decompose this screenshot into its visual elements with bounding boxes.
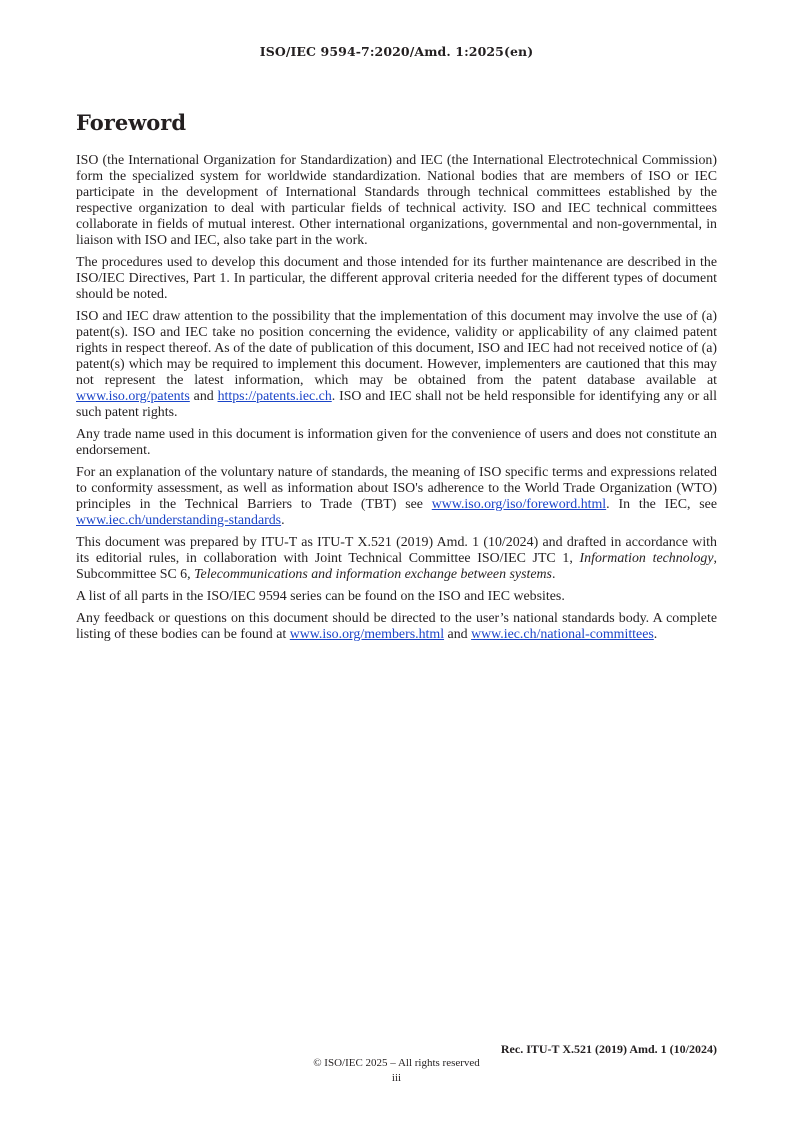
paragraph-procedures: The procedures used to develop this document and those intended for its further maintenance are described in the ISO/IEC Directives, Part 1. In particular, the different approval criteria needed for the different types of document should be noted. [76, 255, 717, 302]
iso-patents-link[interactable]: www.iso.org/patents [76, 389, 190, 404]
iso-members-link[interactable]: www.iso.org/members.html [289, 627, 445, 642]
paragraph-patents: ISO and IEC draw attention to the possibility that the implementation of this document may involve the use of (a) patent(s). ISO and IEC take no position concerning the evidence, validity or applicability of any claimed patent rights in respect thereof. As of the date of publication of this document, ISO and IEC had not received notice of (a) patent(s) which may be required to implement this document. However, implementers are cautioned that this may not represent the latest information, which may be obtained from the patent database available at www.iso.org/patents and https://patents.iec.ch. ISO and IEC shall not be held responsible for identifying any or all such patent rights. [76, 309, 717, 420]
paragraph-trade-names: Any trade name used in this document is information given for the convenience of users and does not constitute an endorsement. [76, 427, 717, 458]
foreword-body [76, 153, 717, 649]
page-number: iii [391, 1072, 402, 1084]
paragraph-feedback: Any feedback or questions on this document should be directed to the user’s national standards body. A complete listing of these bodies can be found at www.iso.org/members.html and www.iec.ch/national-committees. [76, 611, 717, 642]
document-header: ISO/IEC 9594-7:2020/Amd. 1:2025(en) [259, 44, 534, 59]
iso-foreword-link[interactable]: www.iso.org/iso/foreword.html [431, 497, 607, 512]
paragraph-organizations: ISO (the International Organization for Standardization) and IEC (the International Electrotechnical Commission) form the specialized system for worldwide standardization. National bodies that are members of ISO or IEC participate in the development of International Standards through technical committees established by the respective organization to deal with particular fields of technical activity. ISO and IEC technical committees collaborate in fields of mutual interest. Other international organizations, governmental and non-governmental, in liaison with ISO and IEC, also take part in the work. [76, 153, 717, 248]
footer-copyright: © ISO/IEC 2025 – All rights reserved [313, 1057, 480, 1069]
page-title: Foreword [76, 110, 187, 135]
paragraph-voluntary-nature: For an explanation of the voluntary nature of standards, the meaning of ISO specific terms and expressions related to conformity assessment, as well as information about ISO's adherence to the World Trade Organization (WTO) principles in the Technical Barriers to Trade (TBT) see www.iso.org/iso/foreword.html. In the IEC, see www.iec.ch/understanding-standards. [76, 465, 717, 528]
paragraph-preparation: This document was prepared by ITU-T as ITU-T X.521 (2019) Amd. 1 (10/2024) and drafted in accordance with its editorial rules, in collaboration with Joint Technical Committee ISO/IEC JTC 1, Information technology, Subcommittee SC 6, Telecommunications and information exchange between systems. [76, 535, 718, 582]
iec-national-committees-link[interactable]: www.iec.ch/national-committees [471, 627, 654, 642]
iec-understanding-standards-link[interactable]: www.iec.ch/understanding-standards [76, 513, 282, 528]
paragraph-series-list: A list of all parts in the ISO/IEC 9594 series can be found on the ISO and IEC websites. [76, 589, 565, 604]
footer-recommendation: Rec. ITU-T X.521 (2019) Amd. 1 (10/2024) [500, 1042, 717, 1056]
iec-patents-link[interactable]: https://patents.iec.ch [217, 389, 332, 404]
